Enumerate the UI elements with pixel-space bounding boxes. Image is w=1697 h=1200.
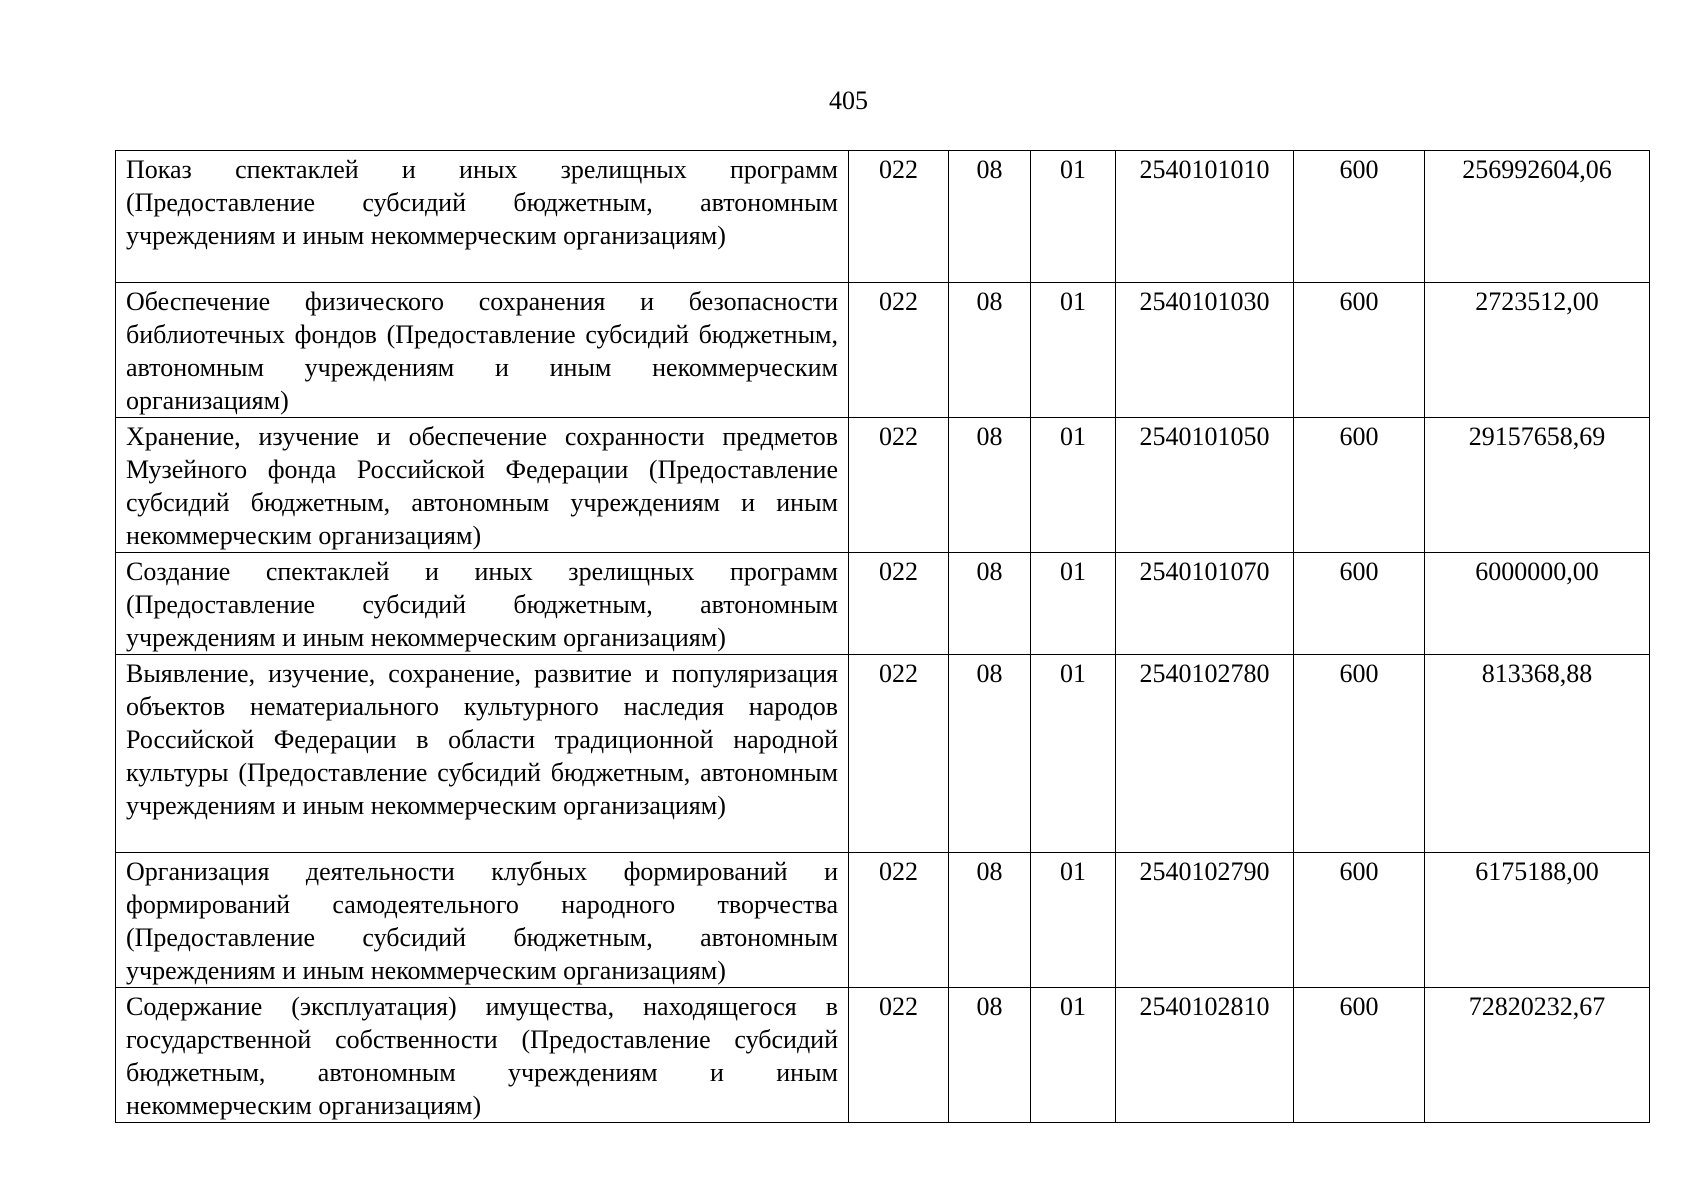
expense-kind-code: 600 bbox=[1294, 418, 1425, 553]
table-row bbox=[116, 853, 1650, 988]
expense-kind-code: 600 bbox=[1294, 655, 1425, 853]
ministry-code: 022 bbox=[849, 655, 949, 853]
expense-kind-code: 600 bbox=[1294, 151, 1425, 283]
ministry-code: 022 bbox=[849, 418, 949, 553]
subsection-code: 01 bbox=[1031, 655, 1116, 853]
amount-value: 813368,88 bbox=[1425, 655, 1650, 853]
subsection-code: 01 bbox=[1031, 853, 1116, 988]
row-description: Создание спектаклей и иных зрелищных программ (Предоставление субсидий бюджетным, автономным учреждениям и иным некоммерческим организациям) bbox=[116, 553, 849, 655]
expense-kind-code: 600 bbox=[1294, 988, 1425, 1123]
expense-kind-code: 600 bbox=[1294, 853, 1425, 988]
row-description: Показ спектаклей и иных зрелищных программ (Предоставление субсидий бюджетным, автономным учреждениям и иным некоммерческим организациям) bbox=[116, 151, 849, 283]
expense-kind-code: 600 bbox=[1294, 283, 1425, 418]
expense-kind-code: 600 bbox=[1294, 553, 1425, 655]
subsection-code: 01 bbox=[1031, 553, 1116, 655]
ministry-code: 022 bbox=[849, 283, 949, 418]
target-article-code: 2540102810 bbox=[1116, 988, 1294, 1123]
section-code: 08 bbox=[949, 283, 1031, 418]
section-code: 08 bbox=[949, 853, 1031, 988]
row-description: Организация деятельности клубных формирований и формирований самодеятельного народного творчества (Предоставление субсидий бюджетным, автономным учреждениям и иным некоммерческим организациям) bbox=[116, 853, 849, 988]
subsection-code: 01 bbox=[1031, 283, 1116, 418]
section-code: 08 bbox=[949, 151, 1031, 283]
section-code: 08 bbox=[949, 988, 1031, 1123]
row-description: Выявление, изучение, сохранение, развитие и популяризация объектов нематериального культурного наследия народов Российской Федерации в области традиционной народной культуры (Предоставление субсидий бюджетным, автономным учреждениям и иным некоммерческим организациям) bbox=[116, 655, 849, 853]
target-article-code: 2540102780 bbox=[1116, 655, 1294, 853]
page-number: 405 bbox=[829, 86, 868, 115]
amount-value: 6175188,00 bbox=[1425, 853, 1650, 988]
ministry-code: 022 bbox=[849, 151, 949, 283]
budget-table-body bbox=[116, 151, 1650, 1123]
section-code: 08 bbox=[949, 655, 1031, 853]
table-row bbox=[116, 655, 1650, 853]
subsection-code: 01 bbox=[1031, 151, 1116, 283]
subsection-code: 01 bbox=[1031, 988, 1116, 1123]
amount-value: 72820232,67 bbox=[1425, 988, 1650, 1123]
subsection-code: 01 bbox=[1031, 418, 1116, 553]
target-article-code: 2540101070 bbox=[1116, 553, 1294, 655]
ministry-code: 022 bbox=[849, 853, 949, 988]
amount-value: 29157658,69 bbox=[1425, 418, 1650, 553]
budget-table bbox=[115, 150, 1650, 1123]
row-description: Обеспечение физического сохранения и безопасности библиотечных фондов (Предоставление субсидий бюджетным, автономным учреждениям и иным некоммерческим организациям) bbox=[116, 283, 849, 418]
table-row bbox=[116, 988, 1650, 1123]
amount-value: 256992604,06 bbox=[1425, 151, 1650, 283]
section-code: 08 bbox=[949, 553, 1031, 655]
ministry-code: 022 bbox=[849, 553, 949, 655]
target-article-code: 2540101030 bbox=[1116, 283, 1294, 418]
table-row bbox=[116, 553, 1650, 655]
target-article-code: 2540102790 bbox=[1116, 853, 1294, 988]
table-row bbox=[116, 283, 1650, 418]
row-description: Содержание (эксплуатация) имущества, находящегося в государственной собственности (Предоставление субсидий бюджетным, автономным учреждениям и иным некоммерческим организациям) bbox=[116, 988, 849, 1123]
table-row bbox=[116, 151, 1650, 283]
ministry-code: 022 bbox=[849, 988, 949, 1123]
table-row bbox=[116, 418, 1650, 553]
amount-value: 2723512,00 bbox=[1425, 283, 1650, 418]
target-article-code: 2540101010 bbox=[1116, 151, 1294, 283]
section-code: 08 bbox=[949, 418, 1031, 553]
row-description: Хранение, изучение и обеспечение сохранности предметов Музейного фонда Российской Федерации (Предоставление субсидий бюджетным, автономным учреждениям и иным некоммерческим организациям) bbox=[116, 418, 849, 553]
amount-value: 6000000,00 bbox=[1425, 553, 1650, 655]
target-article-code: 2540101050 bbox=[1116, 418, 1294, 553]
